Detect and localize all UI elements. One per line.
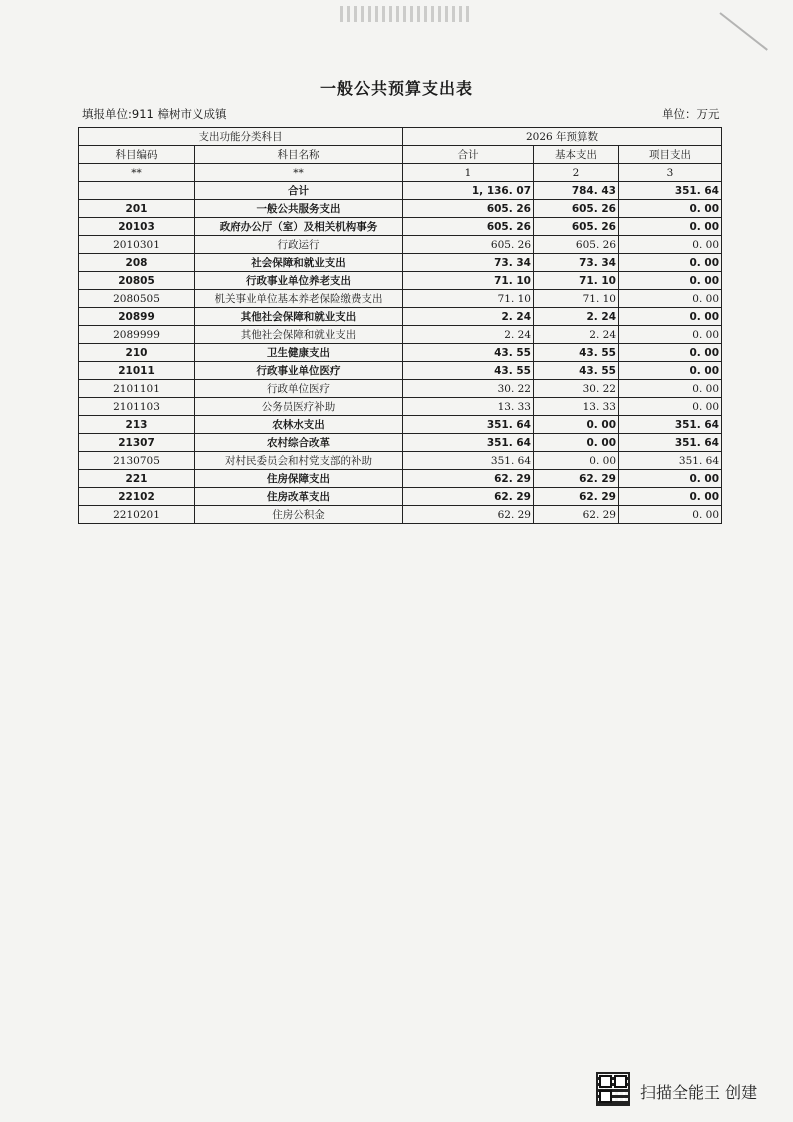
project-cell: 351. 64: [619, 416, 722, 434]
name-cell: 住房改革支出: [195, 488, 403, 506]
code-cell: 22102: [79, 488, 195, 506]
name-cell: 社会保障和就业支出: [195, 254, 403, 272]
table-row: [79, 272, 722, 290]
code-cell: 221: [79, 470, 195, 488]
project-cell: 0. 00: [619, 398, 722, 416]
total-cell: 2. 24: [403, 308, 534, 326]
table-row: [79, 398, 722, 416]
project-cell: 0. 00: [619, 200, 722, 218]
index-cell: 1: [403, 164, 534, 182]
header-basic: 基本支出: [534, 146, 619, 164]
basic-cell: 71. 10: [534, 290, 619, 308]
basic-cell: 0. 00: [534, 452, 619, 470]
project-cell: 0. 00: [619, 236, 722, 254]
code-cell: 20805: [79, 272, 195, 290]
basic-cell: 0. 00: [534, 434, 619, 452]
basic-cell: 784. 43: [534, 182, 619, 200]
table-row: [79, 416, 722, 434]
name-cell: 其他社会保障和就业支出: [195, 326, 403, 344]
table-row: [79, 344, 722, 362]
table-row: [79, 380, 722, 398]
project-cell: 0. 00: [619, 362, 722, 380]
header-project: 项目支出: [619, 146, 722, 164]
project-cell: 351. 64: [619, 434, 722, 452]
basic-cell: 71. 10: [534, 272, 619, 290]
project-cell: 0. 00: [619, 326, 722, 344]
scan-smudge: [340, 6, 470, 22]
name-cell: 机关事业单位基本养老保险缴费支出: [195, 290, 403, 308]
project-cell: 0. 00: [619, 254, 722, 272]
header-total: 合计: [403, 146, 534, 164]
name-cell: 卫生健康支出: [195, 344, 403, 362]
total-cell: 71. 10: [403, 290, 534, 308]
table-row: [79, 488, 722, 506]
qr-code-icon: [596, 1072, 630, 1106]
basic-cell: 62. 29: [534, 506, 619, 524]
scanner-watermark: [596, 1072, 776, 1112]
table-row: [79, 290, 722, 308]
project-cell: 0. 00: [619, 272, 722, 290]
index-cell: **: [79, 164, 195, 182]
currency-unit: 单位：万元: [662, 107, 720, 121]
table-row: [79, 452, 722, 470]
basic-cell: 43. 55: [534, 362, 619, 380]
total-cell: 73. 34: [403, 254, 534, 272]
code-cell: 2080505: [79, 290, 195, 308]
code-cell: 2210201: [79, 506, 195, 524]
total-cell: 351. 64: [403, 434, 534, 452]
header-name: 科目名称: [195, 146, 403, 164]
project-cell: 0. 00: [619, 506, 722, 524]
total-cell: 71. 10: [403, 272, 534, 290]
project-cell: 0. 00: [619, 488, 722, 506]
code-cell: 21307: [79, 434, 195, 452]
filing-unit: 填报单位:911 樟树市义成镇: [82, 107, 227, 121]
code-cell: 210: [79, 344, 195, 362]
project-cell: 351. 64: [619, 452, 722, 470]
table-body: [79, 164, 722, 524]
code-cell: 20103: [79, 218, 195, 236]
total-cell: 43. 55: [403, 362, 534, 380]
name-cell: 行政单位医疗: [195, 380, 403, 398]
total-cell: 351. 64: [403, 416, 534, 434]
basic-cell: 0. 00: [534, 416, 619, 434]
table-row: [79, 308, 722, 326]
name-cell: 其他社会保障和就业支出: [195, 308, 403, 326]
basic-cell: 2. 24: [534, 308, 619, 326]
code-cell: 20899: [79, 308, 195, 326]
budget-table: [78, 127, 722, 524]
total-cell: 13. 33: [403, 398, 534, 416]
table-row: [79, 182, 722, 200]
name-cell: 行政运行: [195, 236, 403, 254]
project-cell: 0. 00: [619, 308, 722, 326]
code-cell: [79, 182, 195, 200]
name-cell: 行政事业单位医疗: [195, 362, 403, 380]
page-title: 一般公共预算支出表: [319, 79, 473, 98]
table-row: [79, 506, 722, 524]
total-cell: 605. 26: [403, 236, 534, 254]
name-cell: 一般公共服务支出: [195, 200, 403, 218]
table-row: [79, 470, 722, 488]
basic-cell: 62. 29: [534, 470, 619, 488]
basic-cell: 605. 26: [534, 218, 619, 236]
basic-cell: 2. 24: [534, 326, 619, 344]
table-row: [79, 218, 722, 236]
total-cell: 62. 29: [403, 488, 534, 506]
header-budget-year: 2026 年预算数: [403, 128, 722, 146]
total-cell: 30. 22: [403, 380, 534, 398]
code-cell: 208: [79, 254, 195, 272]
basic-cell: 605. 26: [534, 236, 619, 254]
header-code: 科目编码: [79, 146, 195, 164]
index-row: [79, 164, 722, 182]
name-cell: 行政事业单位养老支出: [195, 272, 403, 290]
table-row: [79, 326, 722, 344]
total-cell: 2. 24: [403, 326, 534, 344]
name-cell: 政府办公厅（室）及相关机构事务: [195, 218, 403, 236]
total-cell: 62. 29: [403, 470, 534, 488]
total-cell: 62. 29: [403, 506, 534, 524]
name-cell: 住房公积金: [195, 506, 403, 524]
basic-cell: 73. 34: [534, 254, 619, 272]
total-cell: 43. 55: [403, 344, 534, 362]
basic-cell: 62. 29: [534, 488, 619, 506]
code-cell: 2101103: [79, 398, 195, 416]
index-cell: 2: [534, 164, 619, 182]
watermark-text: 扫描全能王 创建: [640, 1083, 758, 1102]
code-cell: 2010301: [79, 236, 195, 254]
table-row: [79, 200, 722, 218]
total-cell: 351. 64: [403, 452, 534, 470]
project-cell: 0. 00: [619, 218, 722, 236]
total-cell: 1, 136. 07: [403, 182, 534, 200]
code-cell: 2130705: [79, 452, 195, 470]
scan-fold-line: [719, 12, 768, 51]
project-cell: 351. 64: [619, 182, 722, 200]
header-function-category: 支出功能分类科目: [79, 128, 403, 146]
name-cell: 合计: [195, 182, 403, 200]
project-cell: 0. 00: [619, 290, 722, 308]
table-row: [79, 254, 722, 272]
code-cell: 201: [79, 200, 195, 218]
index-cell: 3: [619, 164, 722, 182]
name-cell: 对村民委员会和村党支部的补助: [195, 452, 403, 470]
table-row: [79, 236, 722, 254]
index-cell: **: [195, 164, 403, 182]
basic-cell: 30. 22: [534, 380, 619, 398]
name-cell: 公务员医疗补助: [195, 398, 403, 416]
basic-cell: 43. 55: [534, 344, 619, 362]
name-cell: 农村综合改革: [195, 434, 403, 452]
name-cell: 住房保障支出: [195, 470, 403, 488]
total-cell: 605. 26: [403, 200, 534, 218]
code-cell: 213: [79, 416, 195, 434]
code-cell: 21011: [79, 362, 195, 380]
name-cell: 农林水支出: [195, 416, 403, 434]
table-row: [79, 434, 722, 452]
project-cell: 0. 00: [619, 344, 722, 362]
code-cell: 2101101: [79, 380, 195, 398]
table-row: [79, 362, 722, 380]
project-cell: 0. 00: [619, 470, 722, 488]
basic-cell: 13. 33: [534, 398, 619, 416]
total-cell: 605. 26: [403, 218, 534, 236]
project-cell: 0. 00: [619, 380, 722, 398]
basic-cell: 605. 26: [534, 200, 619, 218]
code-cell: 2089999: [79, 326, 195, 344]
